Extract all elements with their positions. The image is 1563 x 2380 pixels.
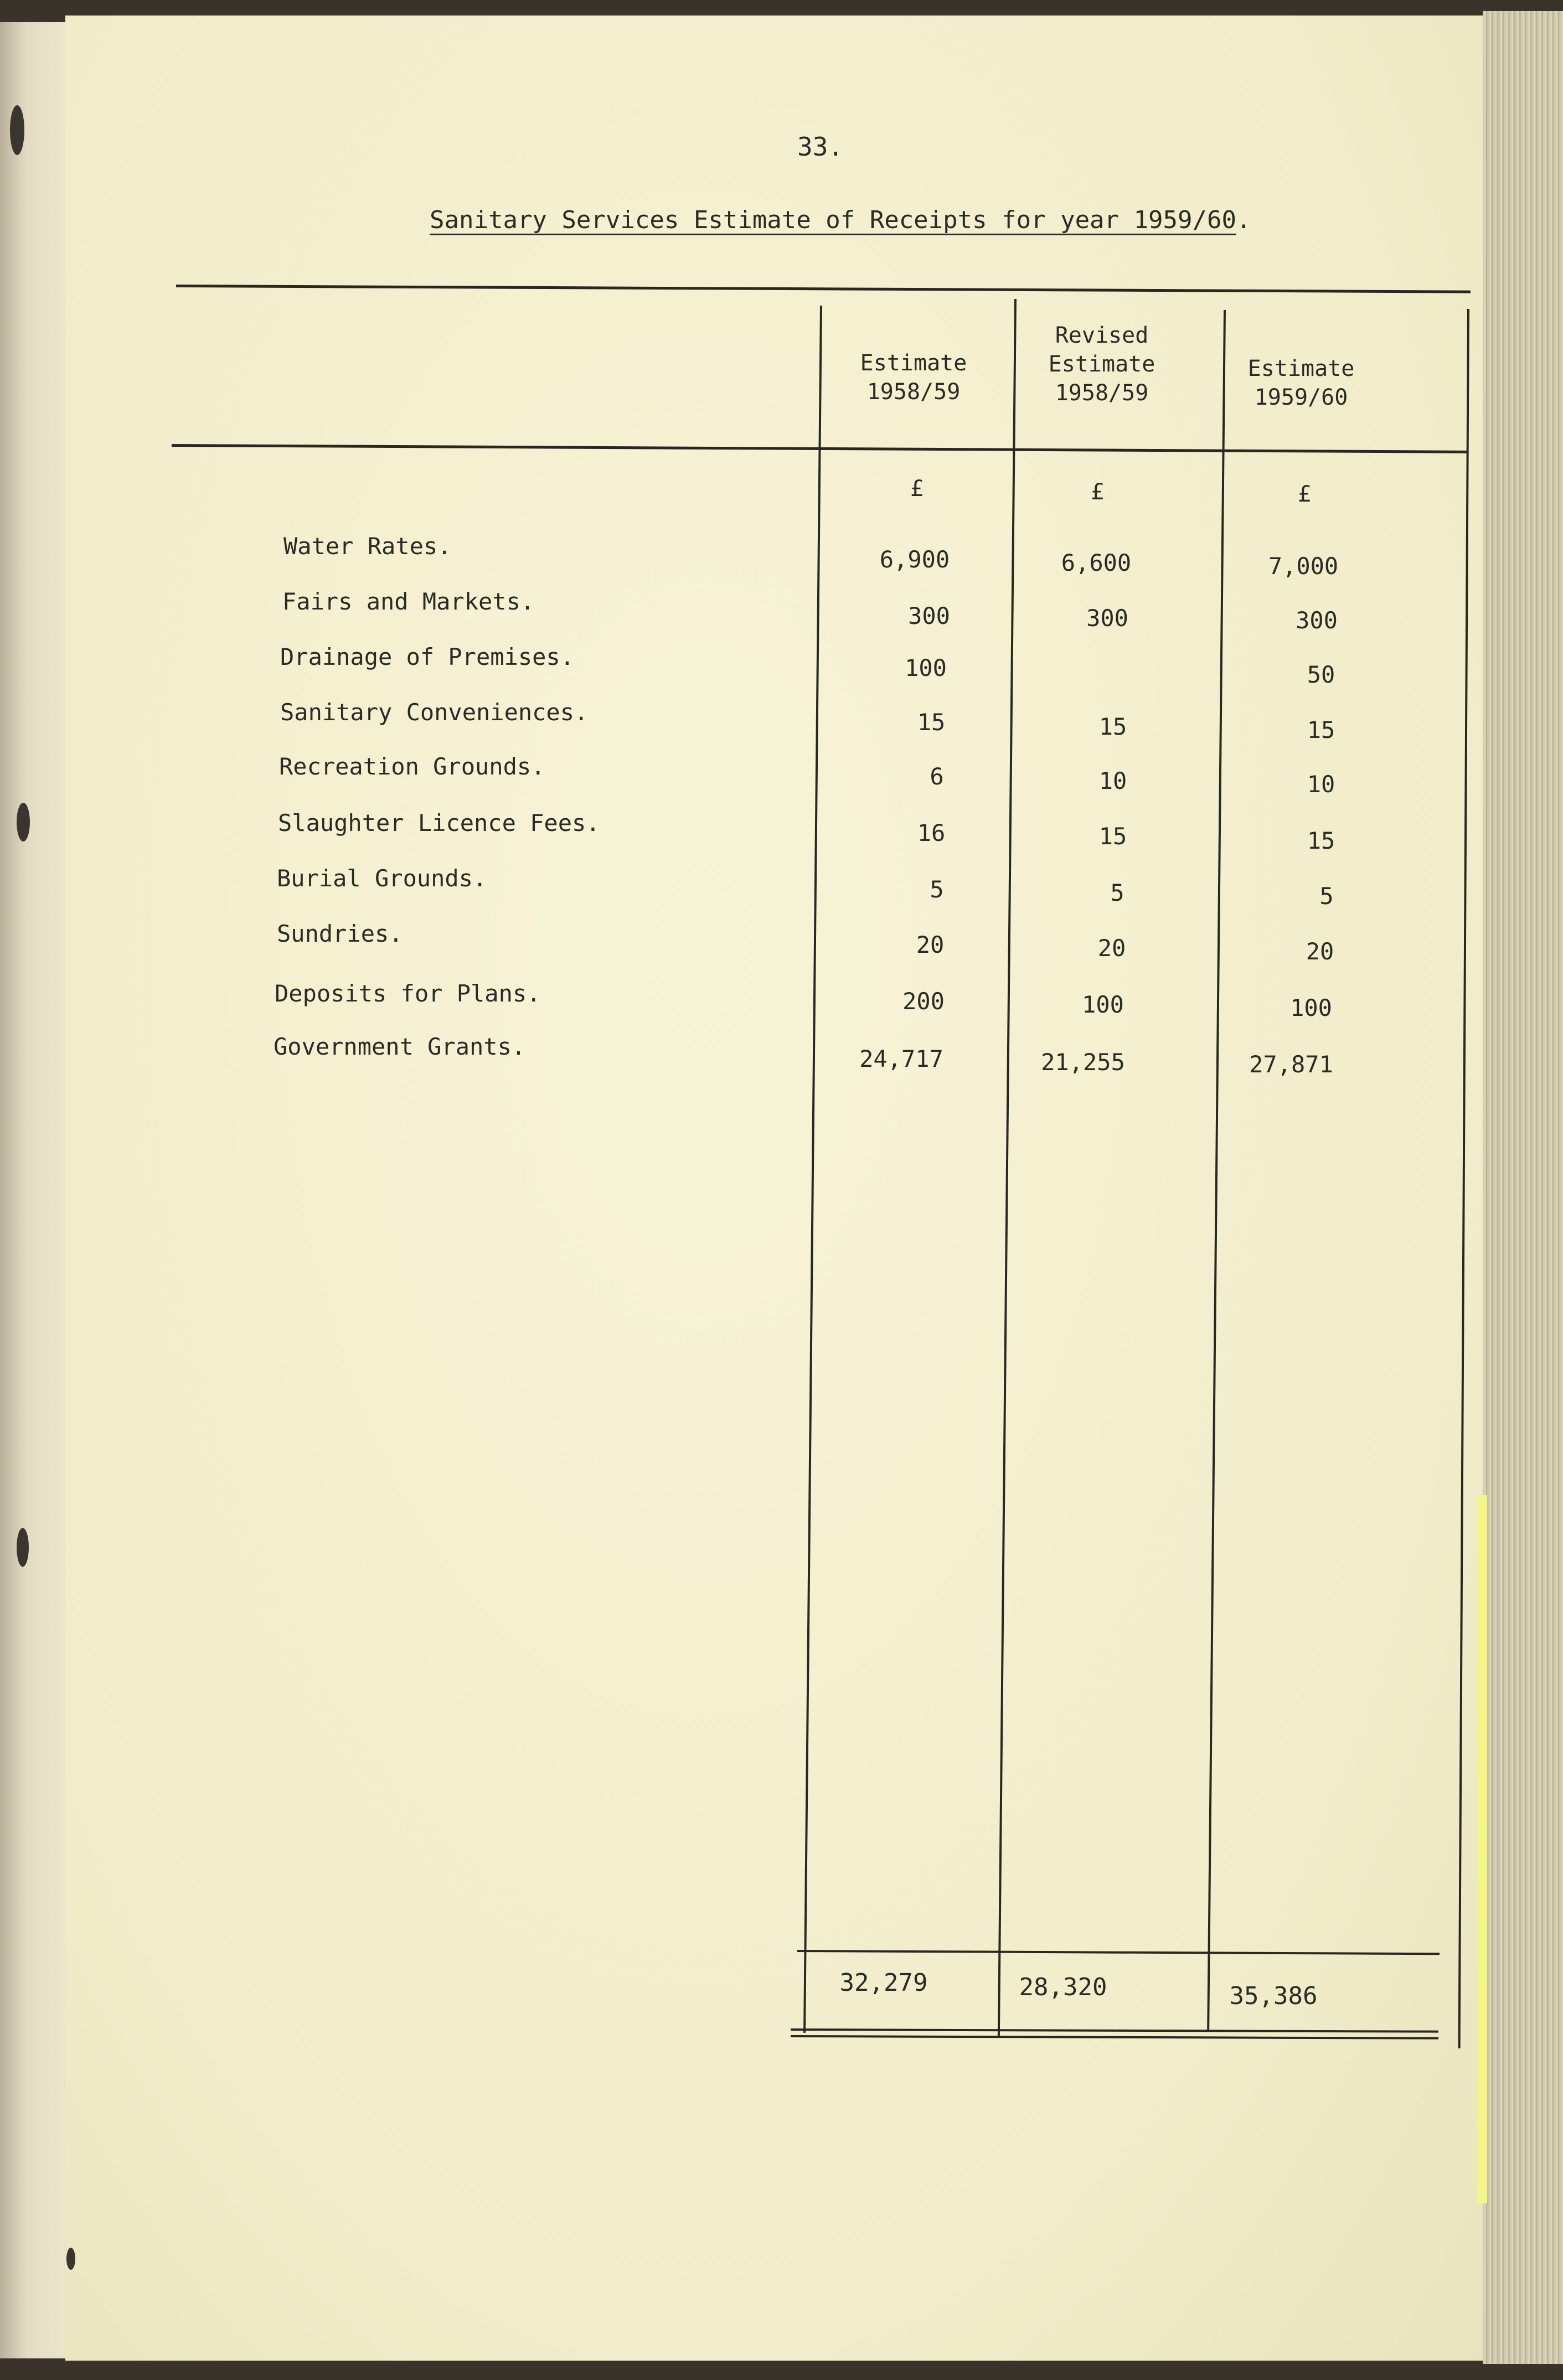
page-title-end: .: [1236, 206, 1251, 234]
table-cell: 6,900: [879, 546, 950, 573]
row-label: Burial Grounds.: [277, 865, 487, 892]
table-cell: 15: [1098, 713, 1127, 740]
page-edges: [1483, 11, 1563, 2364]
page-title: [430, 206, 1251, 234]
row-label: Government Grants.: [274, 1033, 526, 1060]
left-page-edge: [0, 22, 68, 2358]
binding-mark: [17, 1528, 29, 1567]
row-label: Fairs and Markets.: [282, 588, 535, 615]
table-cell: 15: [1307, 716, 1335, 744]
row-label: Recreation Grounds.: [279, 753, 545, 780]
total-cell: 32,279: [839, 1969, 928, 1997]
table-cell: 5: [930, 876, 944, 903]
binding-mark: [17, 803, 30, 841]
table-cell: 20: [1097, 935, 1126, 962]
table-cell: 16: [917, 819, 946, 846]
binding-mark: [10, 105, 24, 155]
total-cell: 28,320: [1019, 1973, 1107, 2001]
table-cell: 10: [1307, 771, 1335, 798]
row-label: Slaughter Licence Fees.: [278, 809, 600, 837]
table-cell: 7,000: [1268, 553, 1339, 580]
binding-mark: [66, 2248, 75, 2270]
table-cell: 100: [1082, 991, 1124, 1018]
table-cell: 27,871: [1249, 1051, 1333, 1078]
table-cell: 100: [905, 654, 947, 682]
table-cell: 200: [902, 988, 945, 1015]
table-cell: 10: [1098, 767, 1127, 794]
table-cell: 20: [1306, 938, 1334, 965]
row-label: Sundries.: [277, 920, 403, 947]
table-cell: 15: [1307, 827, 1335, 854]
table-cell: 15: [1098, 823, 1127, 850]
row-label: Sanitary Conveniences.: [280, 699, 589, 726]
row-label: Drainage of Premises.: [280, 643, 575, 670]
table-cell: 5: [1319, 882, 1334, 910]
currency-symbol: £: [910, 476, 924, 502]
total-cell: 35,386: [1229, 1982, 1318, 2010]
row-label: Deposits for Plans.: [275, 980, 541, 1007]
table-cell: 300: [1086, 605, 1128, 632]
table-cell: 20: [916, 931, 945, 958]
table-cell: 15: [917, 709, 946, 736]
table-cell: 21,255: [1041, 1049, 1125, 1076]
table-cell: 100: [1290, 994, 1332, 1021]
table-cell: 300: [1296, 607, 1338, 634]
currency-symbol: £: [1297, 482, 1312, 507]
table-cell: 5: [1110, 879, 1124, 906]
bookmark-strip: [1477, 1495, 1487, 2203]
table-cell: 6: [930, 763, 944, 790]
page-number: 33.: [797, 132, 844, 162]
currency-symbol: £: [1090, 479, 1105, 505]
column-heading-estimate-1959: Estimate 1959/60: [1247, 356, 1355, 410]
table-cell: 300: [908, 602, 950, 629]
row-label: Water Rates.: [283, 533, 452, 560]
table-cell: 50: [1307, 661, 1335, 688]
table-cell: 24,717: [859, 1045, 943, 1072]
page-title-text: Sanitary Services Estimate of Receipts for year 1959/60: [430, 206, 1236, 234]
column-heading-revised-1958: Revised Estimate 1958/59: [1048, 323, 1156, 406]
column-heading-estimate-1958: Estimate 1958/59: [860, 350, 967, 405]
table-cell: 6,600: [1061, 549, 1132, 576]
